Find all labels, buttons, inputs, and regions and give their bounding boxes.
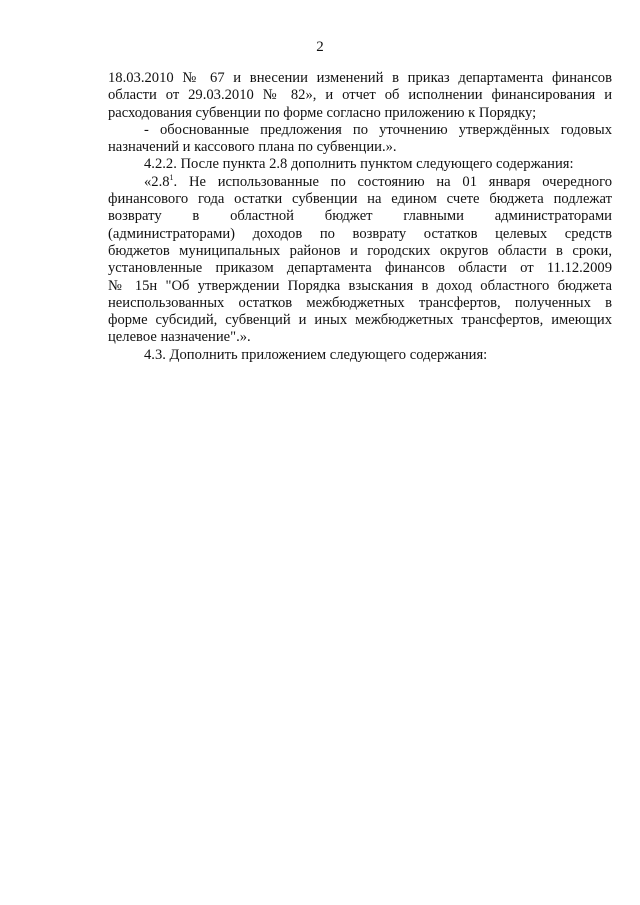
text-line: - обоснованные предложения по уточнению утверждённых годовых: [144, 121, 612, 138]
clause-number: «2.8: [144, 173, 170, 190]
document-body: [108, 70, 612, 364]
text-line: бюджетов муниципальных районов и городских округов области в сроки,: [108, 242, 612, 259]
text-line: 4.3. Дополнить приложением следующего содержания:: [144, 346, 488, 363]
text-line: области от 29.03.2010 № 82», и отчет об исполнении финансирования и: [108, 87, 612, 104]
text-line: назначений и кассового плана по субвенции.».: [108, 139, 397, 156]
text-line-with-superscript: [108, 174, 612, 191]
text-line: целевое назначение".».: [108, 329, 251, 346]
text-line: 18.03.2010 № 67 и внесении изменений в приказ департамента финансов: [108, 70, 612, 86]
text-line: установленные приказом департамента финансов области от 11.12.2009: [108, 260, 612, 277]
text-line: (администраторами) доходов по возврату остатков целевых средств: [108, 225, 612, 242]
superscript: 1: [169, 172, 174, 182]
text-line: 4.2.2. После пункта 2.8 дополнить пунктом следующего содержания:: [144, 156, 574, 173]
text-line: расходования субвенции по форме согласно приложению к Порядку;: [108, 104, 537, 121]
text-line: финансового года остатки субвенции на едином счете бюджета подлежат: [108, 191, 612, 208]
text-line: № 15н "Об утверждении Порядка взыскания в доход областного бюджета: [108, 277, 612, 294]
text-line: неиспользованных остатков межбюджетных трансфертов, полученных в: [108, 294, 612, 311]
clause-text: . Не использованные по состоянию на 01 января очередного: [173, 173, 612, 190]
text-line: форме субсидий, субвенций и иных межбюджетных трансфертов, имеющих: [108, 312, 612, 329]
text-line: возврату в областной бюджет главными администраторами: [108, 208, 612, 225]
page-number: 2: [316, 39, 324, 55]
